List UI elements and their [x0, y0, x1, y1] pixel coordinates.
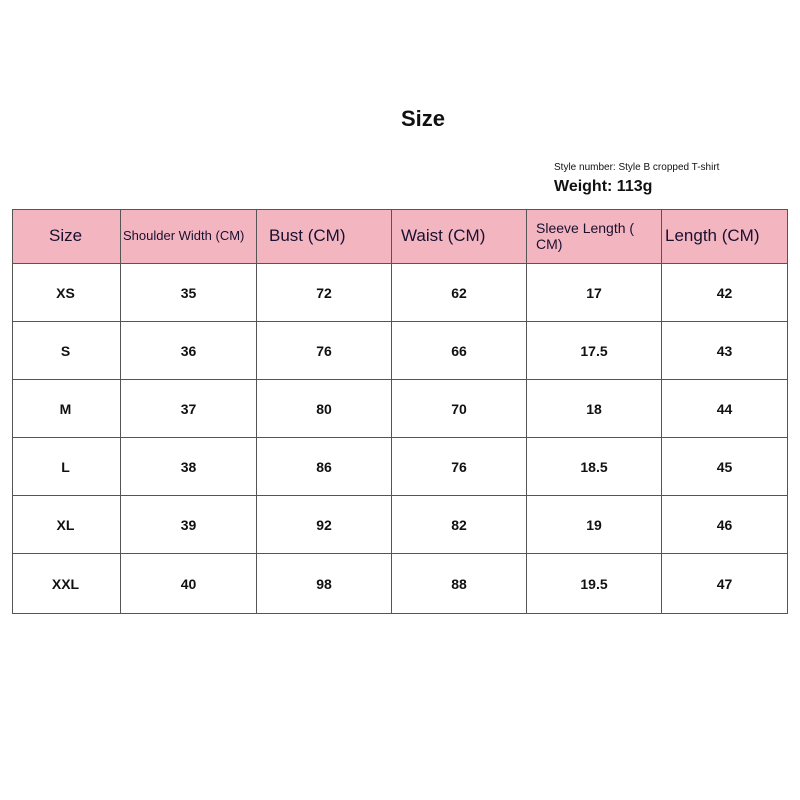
- cell-shoulder-width: 39: [121, 496, 257, 554]
- cell-sleeve-length: 19.5: [527, 554, 662, 614]
- cell-waist: 76: [392, 438, 527, 496]
- cell-bust: 86: [257, 438, 392, 496]
- cell-shoulder-width: 40: [121, 554, 257, 614]
- cell-sleeve-length: 18: [527, 380, 662, 438]
- cell-size: L: [13, 438, 121, 496]
- cell-length: 47: [662, 554, 788, 614]
- cell-size: M: [13, 380, 121, 438]
- cell-size: XS: [13, 264, 121, 322]
- cell-size: S: [13, 322, 121, 380]
- cell-shoulder-width: 36: [121, 322, 257, 380]
- page-title: Size: [400, 106, 446, 131]
- table-row: [13, 496, 788, 554]
- style-number-text: Style number: Style B cropped T-shirt: [554, 162, 720, 173]
- cell-shoulder-width: 35: [121, 264, 257, 322]
- cell-length: 43: [662, 322, 788, 380]
- table-row: [13, 380, 788, 438]
- table-row: [13, 322, 788, 380]
- cell-bust: 80: [257, 380, 392, 438]
- header-size: Size: [13, 210, 121, 264]
- cell-bust: 92: [257, 496, 392, 554]
- size-table: [12, 209, 788, 614]
- table-row: [13, 554, 788, 614]
- cell-length: 42: [662, 264, 788, 322]
- cell-bust: 98: [257, 554, 392, 614]
- cell-size: XXL: [13, 554, 121, 614]
- cell-bust: 76: [257, 322, 392, 380]
- cell-shoulder-width: 38: [121, 438, 257, 496]
- cell-shoulder-width: 37: [121, 380, 257, 438]
- cell-bust: 72: [257, 264, 392, 322]
- header-shoulder-width: Shoulder Width (CM): [121, 210, 257, 264]
- table-row: [13, 264, 788, 322]
- cell-sleeve-length: 17: [527, 264, 662, 322]
- weight-text: Weight: 113g: [554, 178, 653, 195]
- cell-waist: 66: [392, 322, 527, 380]
- cell-length: 44: [662, 380, 788, 438]
- cell-waist: 88: [392, 554, 527, 614]
- header-sleeve-length: Sleeve Length ( CM): [527, 210, 662, 264]
- table-header-row: [13, 210, 788, 264]
- cell-waist: 70: [392, 380, 527, 438]
- cell-sleeve-length: 17.5: [527, 322, 662, 380]
- cell-length: 46: [662, 496, 788, 554]
- cell-waist: 62: [392, 264, 527, 322]
- cell-length: 45: [662, 438, 788, 496]
- header-waist: Waist (CM): [392, 210, 527, 264]
- cell-waist: 82: [392, 496, 527, 554]
- cell-sleeve-length: 19: [527, 496, 662, 554]
- cell-size: XL: [13, 496, 121, 554]
- header-bust: Bust (CM): [257, 210, 392, 264]
- header-length: Length (CM): [662, 210, 788, 264]
- cell-sleeve-length: 18.5: [527, 438, 662, 496]
- table-row: [13, 438, 788, 496]
